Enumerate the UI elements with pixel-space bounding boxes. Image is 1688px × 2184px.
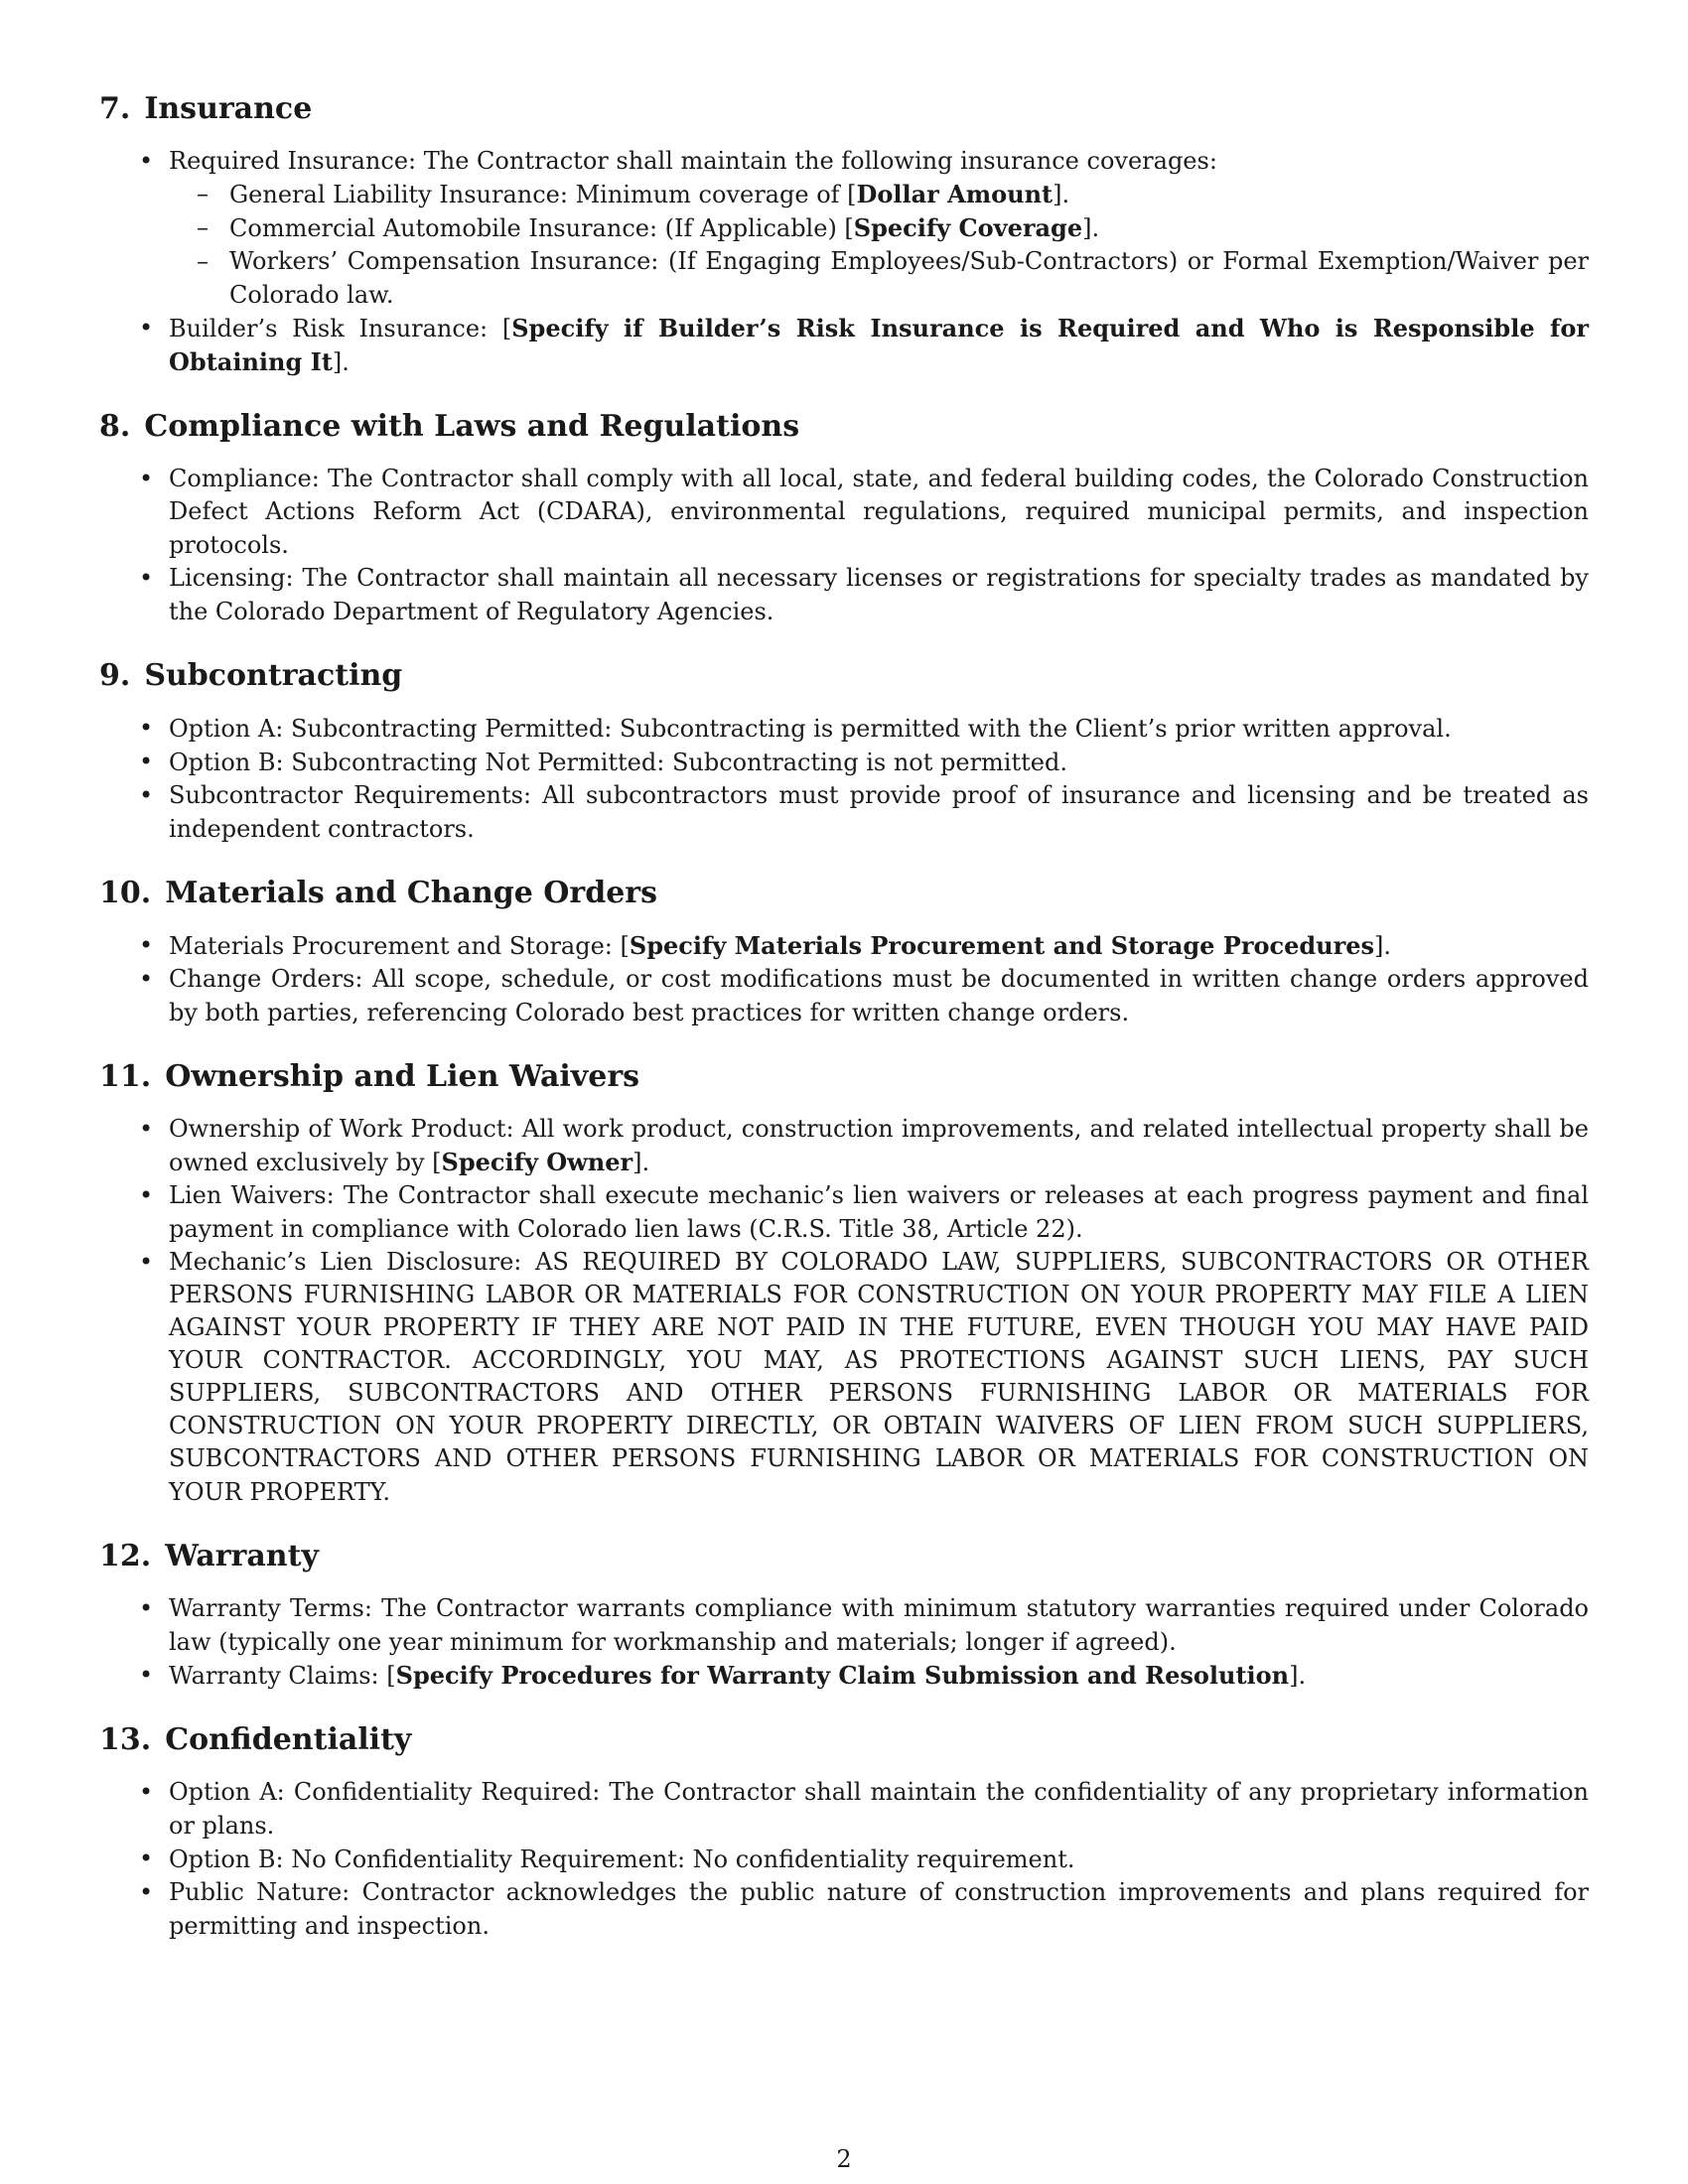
section-subcontracting [99, 658, 1589, 846]
list-item: • Option A: Confidentiality Required: The Contractor shall maintain the confidentiality of any proprietary information or plans. [169, 1776, 1589, 1843]
section-heading: 11. Ownership and Lien Waivers [99, 1059, 640, 1094]
section-confidentiality [99, 1722, 1589, 1943]
list-item: • Warranty Claims: [Specify Procedures for Warranty Claim Submission and Resolution]. [169, 1659, 1589, 1693]
list-item: • Compliance: The Contractor shall comply with all local, state, and federal building codes, the Colorado Construction Defect Actions Reform Act (CDARA), environmental regulations, required municipal permits, and inspection protocols. [169, 463, 1589, 562]
list-item: • Warranty Terms: The Contractor warrants compliance with minimum statutory warranties required under Colorado law (typically one year minimum for workmanship and materials; longer if agreed). [169, 1592, 1589, 1659]
section-heading: 10. Materials and Change Orders [99, 876, 657, 910]
section-materials [99, 876, 1589, 1029]
list-item: • Builder’s Risk Insurance: [Specify if Builder’s Risk Insurance is Required and Who is Responsible for Obtaining It]. [169, 312, 1589, 379]
section-heading: 9. Subcontracting [99, 658, 403, 693]
list-item: • Change Orders: All scope, schedule, or cost modifications must be documented in written change orders approved by both parties, referencing Colorado best practices for written change orders. [169, 963, 1589, 1029]
section-compliance [99, 409, 1589, 628]
list-item: • Ownership of Work Product: All work product, construction improvements, and related intellectual property shall be owned exclusively by [Specify Owner]. [169, 1113, 1589, 1179]
section-insurance [99, 91, 1589, 379]
list-item: • Licensing: The Contractor shall maintain all necessary licenses or registrations for specialty trades as mandated by the Colorado Department of Regulatory Agencies. [169, 562, 1589, 628]
list-item: • Required Insurance: The Contractor shall maintain the following insurance coverages: – General Liability Insurance: Minimum coverage of [Dollar Amount]. – Commercial Automobile Insurance: (If Applicable) [Specify Coverage]. – Workers’ Compensation Insurance: (If Engaging Employees/Sub-Contractors) or Formal Exemption/Waiver per Colorado law. [169, 145, 1589, 312]
list-item: • Option A: Subcontracting Permitted: Subcontracting is permitted with the Client’s prior written approval. [169, 712, 1589, 746]
sub-list-item: – Commercial Automobile Insurance: (If Applicable) [Specify Coverage]. [229, 211, 1589, 245]
section-heading: 8. Compliance with Laws and Regulations [99, 409, 800, 444]
section-ownership [99, 1059, 1589, 1509]
page-number: 2 [836, 2145, 852, 2173]
list-item: • Lien Waivers: The Contractor shall execute mechanic’s lien waivers or releases at each progress payment and final payment in compliance with Colorado lien laws (C.R.S. Title 38, Article 22). [169, 1179, 1589, 1246]
list-item: • Option B: Subcontracting Not Permitted: Subcontracting is not permitted. [169, 746, 1589, 779]
list-item: • Option B: No Confidentiality Requirement: No confidentiality requirement. [169, 1843, 1589, 1876]
section-heading: 7. Insurance [99, 91, 313, 126]
section-heading: 12. Warranty [99, 1539, 319, 1573]
section-warranty [99, 1539, 1589, 1693]
list-item: • Materials Procurement and Storage: [Specify Materials Procurement and Storage Procedures]. [169, 929, 1589, 963]
list-item: • Subcontractor Requirements: All subcontractors must provide proof of insurance and licensing and be treated as independent contractors. [169, 779, 1589, 846]
document-page [99, 91, 1589, 1973]
sub-list-item: – Workers’ Compensation Insurance: (If Engaging Employees/Sub-Contractors) or Formal Exemption/Waiver per Colorado law. [229, 245, 1589, 312]
sub-list-item: – General Liability Insurance: Minimum coverage of [Dollar Amount]. [229, 178, 1589, 211]
list-item: • Mechanic’s Lien Disclosure: AS REQUIRED BY COLORADO LAW, SUPPLIERS, SUBCONTRACTORS OR OTHER PERSONS FURNISHING LABOR OR MATERIALS FOR CONSTRUCTION ON YOUR PROPERTY MAY FILE A LIEN AGAINST YOUR PROPERTY IF THEY ARE NOT PAID IN THE FUTURE, EVEN THOUGH YOU MAY HAVE PAID YOUR CONTRACTOR. ACCORDINGLY, YOU MAY, AS PROTECTIONS AGAINST SUCH LIENS, PAY SUCH SUPPLIERS, SUBCONTRACTORS AND OTHER PERSONS FURNISHING LABOR OR MATERIALS FOR CONSTRUCTION ON YOUR PROPERTY DIRECTLY, OR OBTAIN WAIVERS OF LIEN FROM SUCH SUPPLIERS, SUBCONTRACTORS AND OTHER PERSONS FURNISHING LABOR OR MATERIALS FOR CONSTRUCTION ON YOUR PROPERTY. [169, 1246, 1589, 1509]
section-heading: 13. Confidentiality [99, 1722, 412, 1757]
list-item: • Public Nature: Contractor acknowledges the public nature of construction improvements and plans required for permitting and inspection. [169, 1876, 1589, 1943]
